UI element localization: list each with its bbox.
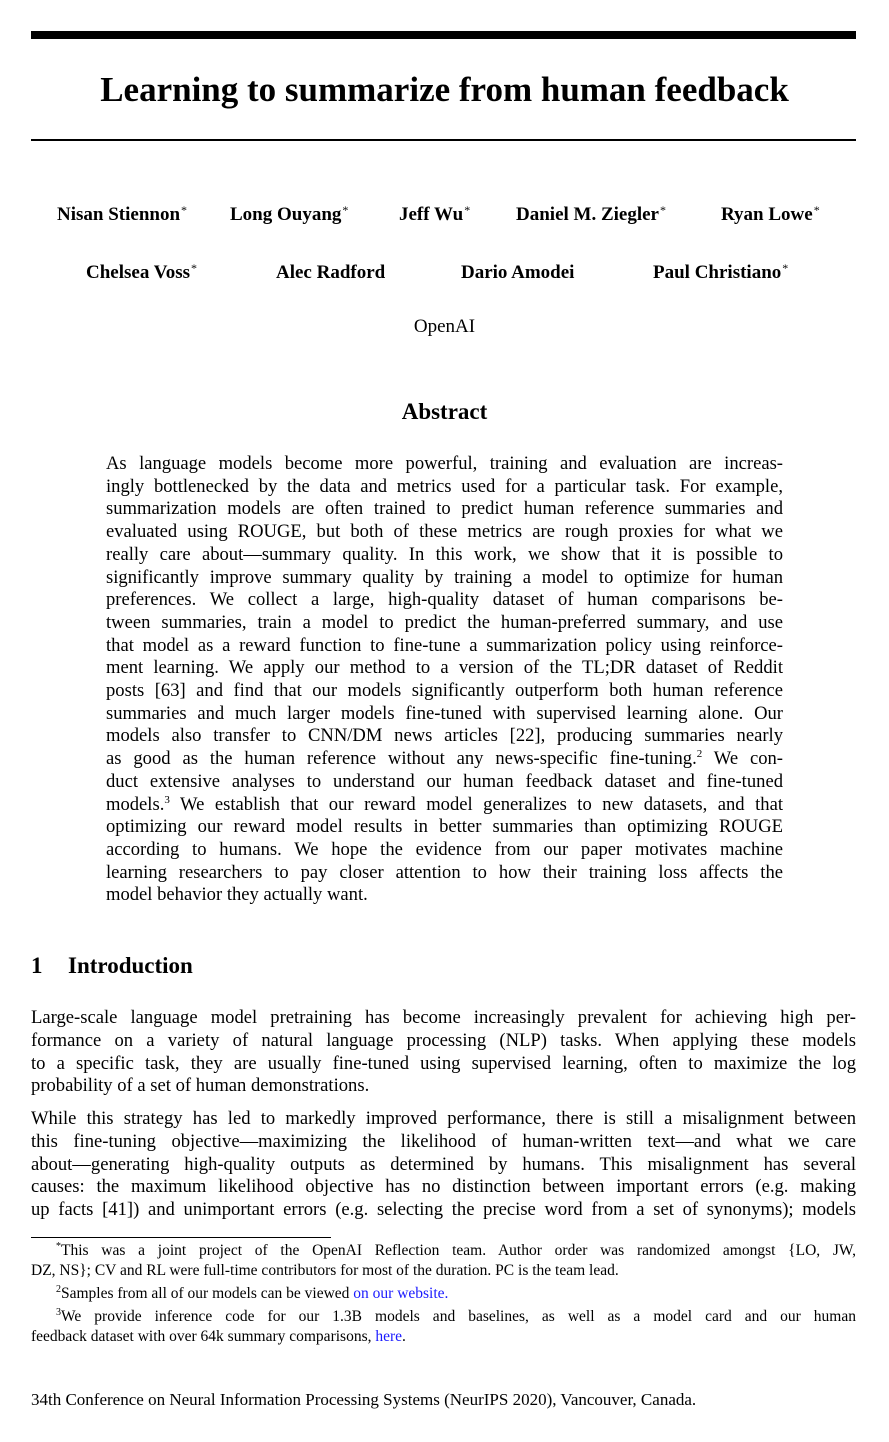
footnote-marker: *: [56, 1241, 61, 1252]
abstract-line: learning researchers to pay closer attention to how their training loss affects the: [106, 861, 783, 883]
paragraph-line: Large-scale language model pretraining has become increasingly prevalent for achieving high per-: [31, 1007, 856, 1028]
abstract-line: models.$^3$ We establish that our reward model generalizes to new datasets, and that: [106, 793, 783, 815]
author-name: Nisan Stiennon*: [57, 203, 188, 225]
abstract-line: summarization models are often trained to predict human reference summaries and: [106, 498, 783, 520]
footnote-line: feedback dataset with over 64k summary comparisons, here.: [31, 1328, 406, 1345]
paper-title: Learning to summarize from human feedback: [100, 70, 789, 109]
paragraph-line: formance on a variety of natural language processing (NLP) tasks. When applying these models: [31, 1029, 856, 1051]
website-link[interactable]: on our website.: [353, 1285, 449, 1302]
abstract-line: really care about—summary quality. In this work, we show that it is possible to: [106, 543, 783, 565]
here-link[interactable]: here: [375, 1328, 403, 1345]
footnote-3: [31, 1307, 856, 1347]
abstract-line: that model as a reward function to fine-tune a summarization policy using reinforce-: [106, 634, 783, 656]
section-title: Introduction: [68, 953, 193, 978]
abstract-line: summaries and much larger models fine-tuned with supervised learning alone. Our: [106, 702, 783, 724]
abstract-line: ingly bottlenecked by the data and metrics used for a particular task. For example,: [106, 475, 783, 497]
footnote-1: [31, 1241, 856, 1281]
footnote-marker: 3: [164, 793, 170, 806]
abstract-line: evaluated using ROUGE, but both of these metrics are rough proxies for what we: [106, 521, 783, 543]
paragraph-line: up facts [41]) and unimportant errors (e.g. selecting the precise word from a set of synonyms); models: [31, 1199, 856, 1221]
title-rule-bottom: [31, 139, 856, 141]
footnote-line: *This was a joint project of the OpenAI Reflection team. Author order was randomized amongst {LO, JW,: [56, 1241, 856, 1259]
paragraph-line: causes: the maximum likelihood objective has no distinction between important errors (e.g. making: [31, 1176, 856, 1198]
abstract-line: posts [63] and find that our models significantly outperform both human reference: [106, 680, 783, 702]
author-name: Chelsea Voss*: [86, 261, 197, 283]
paragraph-line: While this strategy has led to markedly improved performance, there is still a misalignment between: [31, 1108, 856, 1129]
abstract-heading: Abstract: [401, 399, 488, 424]
footnote-marker: 2: [696, 748, 703, 761]
affiliation: OpenAI: [413, 316, 476, 337]
abstract-line: significantly improve summary quality by training a model to optimize for human: [106, 566, 783, 588]
abstract-line: model behavior they actually want.: [106, 884, 368, 906]
abstract-line: preferences. We collect a large, high-quality dataset of human comparisons be-: [106, 589, 783, 611]
author-name: Ryan Lowe*: [721, 203, 820, 225]
footnote-2: [31, 1284, 856, 1304]
author-name: Long Ouyang*: [230, 203, 349, 225]
abstract-line: according to humans. We hope the evidence from our paper motivates machine: [106, 838, 783, 860]
intro-paragraph-2: [31, 1108, 856, 1222]
author-name: Paul Christiano*: [653, 261, 789, 283]
abstract-body: [106, 453, 783, 907]
footnote-rule: [31, 1237, 331, 1238]
author-name: Jeff Wu*: [399, 203, 471, 225]
author-name: Dario Amodei: [461, 262, 575, 283]
footnote-line: $^2$Samples from all of our models can be viewed on our website.: [56, 1284, 449, 1302]
paragraph-line: about—generating high-quality outputs as determined by humans. This misalignment has several: [31, 1153, 856, 1175]
paragraph-line: this fine-tuning objective—maximizing the likelihood of human-written text—and what we care: [31, 1130, 856, 1152]
abstract-line: optimizing our reward model results in better summaries than optimizing ROUGE: [106, 816, 783, 838]
title-rule-top: [31, 31, 856, 39]
abstract-line: ment learning. We apply our method to a version of the TL;DR dataset of Reddit: [106, 657, 783, 679]
paragraph-line: to a specific task, they are usually fine-tuned using supervised learning, often to maximize the log: [31, 1052, 856, 1074]
author-name: Alec Radford: [276, 262, 386, 283]
abstract-line: as good as the human reference without any news-specific fine-tuning.$^2$ We con-: [106, 748, 783, 770]
author-name: Daniel M. Ziegler*: [516, 203, 666, 225]
abstract-line: As language models become more powerful, training and evaluation are increas-: [106, 453, 783, 474]
footnote-marker: 2: [56, 1284, 61, 1295]
abstract-line: tween summaries, train a model to predict the human-preferred summary, and use: [106, 611, 783, 633]
paragraph-line: probability of a set of human demonstrations.: [31, 1075, 370, 1097]
abstract-line: models also transfer to CNN/DM news articles [22], producing summaries nearly: [106, 725, 783, 747]
footnote-line: $^3$We provide inference code for our 1.3B models and baselines, as well as a model card and our human: [56, 1307, 856, 1325]
footnote-marker: 3: [56, 1307, 61, 1318]
abstract-line: duct extensive analyses to understand our human feedback dataset and fine-tuned: [106, 770, 783, 792]
footnote-line: DZ, NS}; CV and RL were full-time contributors for most of the duration. PC is the team lead.: [31, 1262, 619, 1279]
intro-paragraph-1: [31, 1007, 856, 1098]
section-number: 1: [31, 953, 43, 978]
venue-note: 34th Conference on Neural Information Processing Systems (NeurIPS 2020), Vancouver, Canada.: [31, 1390, 697, 1409]
section-heading: [31, 952, 193, 980]
